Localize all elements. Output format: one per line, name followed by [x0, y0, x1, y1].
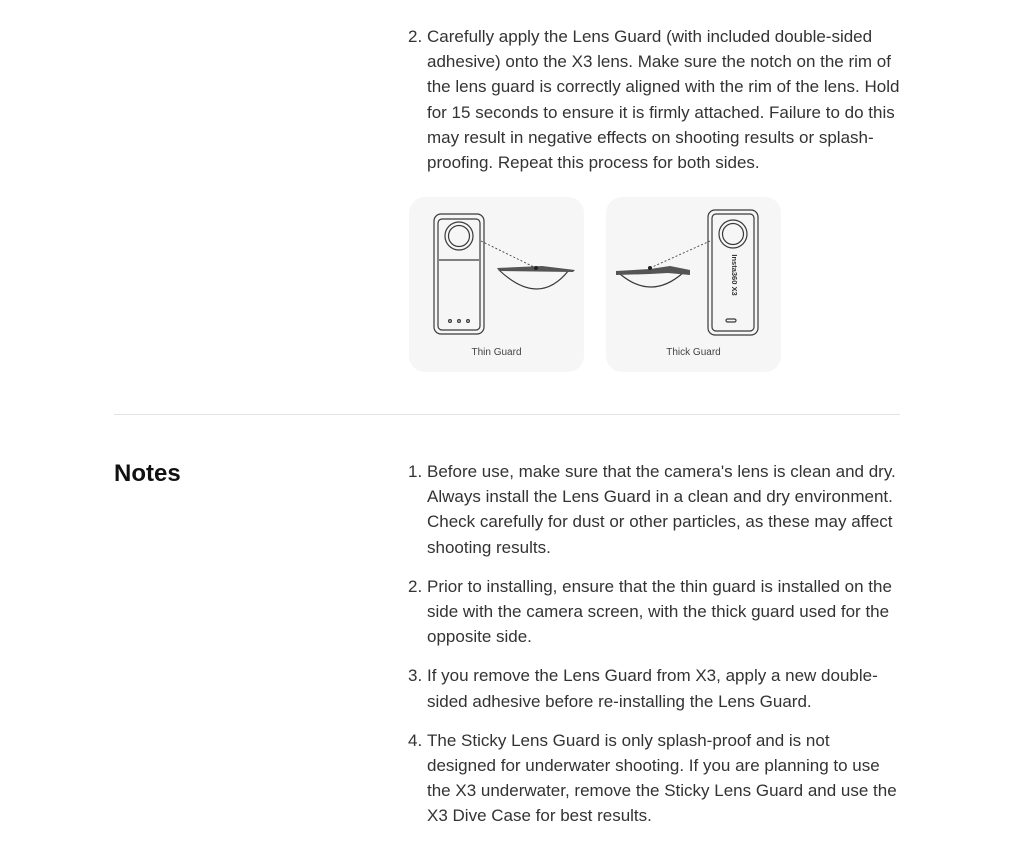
install-steps-list	[408, 24, 900, 175]
note-text: The Sticky Lens Guard is only splash-proof and is not designed for underwater shooting. If you are planning to use the X3 underwater, remove the Sticky Lens Guard and use the X3 Dive Case for best results.	[427, 730, 897, 826]
step-text: Carefully apply the Lens Guard (with included double-sided adhesive) onto the X3 lens. Make sure the notch on the rim of the lens guard is correctly aligned with the rim of the lens. Hold for 15 seconds to ensure it is firmly attached. Failure to do this may result in negative effects on shooting results or splash-proofing. Repeat this process for both sides.	[427, 27, 900, 173]
note-item	[408, 728, 900, 829]
thin-guard-illustration-icon	[409, 197, 584, 372]
thick-guard-figure	[606, 197, 781, 372]
thick-guard-caption: Thick Guard	[666, 347, 721, 358]
note-number: 1.	[408, 462, 423, 481]
thin-guard-caption: Thin Guard	[471, 347, 522, 358]
note-number: 4.	[408, 730, 423, 750]
note-item	[408, 663, 900, 713]
step-number: 2.	[408, 27, 423, 46]
figure-row	[409, 197, 781, 372]
install-step-item	[408, 24, 900, 175]
note-item	[408, 459, 900, 560]
notes-list	[408, 459, 900, 843]
thick-guard-illustration-icon	[606, 197, 781, 372]
note-number: 3.	[408, 666, 423, 686]
note-text: If you remove the Lens Guard from X3, apply a new double-sided adhesive before re-installing the Lens Guard.	[427, 666, 878, 711]
thin-guard-figure	[409, 197, 584, 372]
device-label: Insta360 X3	[730, 254, 739, 296]
note-item	[408, 574, 900, 650]
note-text: Before use, make sure that the camera's lens is clean and dry. Always install the Lens Guard in a clean and dry environment. Check carefully for dust or other particles, as these may affect shooting results.	[427, 462, 896, 557]
note-text: Prior to installing, ensure that the thin guard is installed on the side with the camera screen, with the thick guard used for the opposite side.	[427, 576, 892, 647]
notes-heading: Notes	[114, 460, 181, 487]
section-divider	[114, 414, 900, 415]
note-number: 2.	[408, 576, 423, 596]
